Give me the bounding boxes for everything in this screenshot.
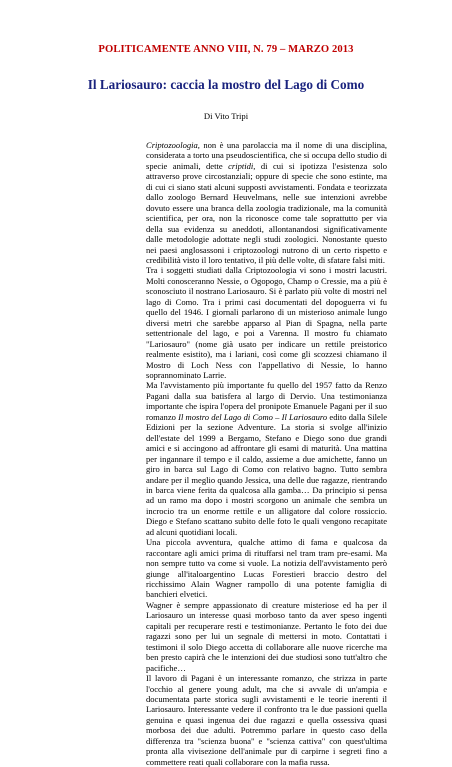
paragraph-1 (146, 140, 387, 265)
paragraph-5: Wagner è sempre appassionato di creature misteriose ed ha per il Lariosauro un interesse quasi morboso tanto da aver speso ingenti capitali per recuperare resti e testimonianze. Pertanto le foto dei due ragazzi sono per lui un segnale di mettersi in moto. Contattati i testimoni il solo Diego accetta di collaborare alle nuove ricerche ma ben presto capirà che le intenzioni dei due studiosi sono tutt'altro che pacifiche… (146, 599, 387, 673)
paragraph-4: Una piccola avventura, qualche attimo di fama e qualcosa da raccontare agli amici prima di rituffarsi nel tram tram pre-esami. Ma non sempre tutto va come si vuole. La notizia dell'avvistamento però giunge all'italoargentino Lucas Forestieri braccio destro del ricchissimo Alain Wagner rampollo di una potente famiglia di banchieri elvetici. (146, 537, 387, 600)
paragraph-1-term: criptidi (228, 160, 254, 171)
journal-header: POLITICAMENTE ANNO VIII, N. 79 – MARZO 2013 (98, 44, 354, 55)
paragraph-6: Il lavoro di Pagani è un interessante romanzo, che strizza in parte l'occhio al genere young adult, ma che si avvale di un'ampia e documentata parte storica sugli avvistamenti e le teorie inerenti il Lariosauro. Interessante vedere il confronto tra le due passioni quella genuina e quasi ingenua dei due ragazzi e quella ossessiva quasi morbosa dei due adulti. Potremmo parlare in questo caso della differenza tra "scienza buona" e "scienza cattiva" con quest'ultima pronta alla vivisezione dell'animale pur di carpirne i segreti fino a commettere reati quali collaborare con la mafia russa. (146, 673, 387, 767)
paragraph-3-tail: edito dalla Silele Edizioni per la sezione Adventure. La storia si svolge all'inizio dell'estate del 1999 a Bergamo, Stefano e Diego sono due grandi amici e si accingono ad affrontare gli esami di maturità. Una mattina per ingannare il tempo e il caldo, assieme a due amichette, fanno un giro in barca sul Lago di Como con relativo bagno. Tutto sembra andare per il meglio quando Jessica, una delle due ragazze, rientrando in barca viene ferita da qualcosa alla gamba… Da principio si pensa ad un ramo ma dopo i mostri scorgono un animale che sembra un incrocio tra un enorme rettile e un alligatore dal colore rossiccio. Diego e Stefano scattano subito delle foto le quali vengono recapitate ad alcuni quotidiani locali. (146, 411, 387, 537)
paragraph-2: Tra i soggetti studiati dalla Criptozoologia vi sono i mostri lacustri. Molti conosceranno Nessie, o Ogopogo, Champ o Cressie, ma a più è sconosciuto il nostrano Lariosauro. Si è parlato più volte di mostri nel lago di Como. Tra i primi casi documentati del dopoguerra vi fu quello del 1946. I giornali parlarono di un misterioso animale lungo diversi metri che sarebbe apparso al Pian di Spagna, nella parte settentrionale del lago, e poi a Varenna. Il mostro fu chiamato "Lariosauro" (nome già usato per indicare un rettile preistorico realmente esistito), ma i lariani, così come gli scozzesi chiamano il Mostro di Loch Ness con l'appellativo di Nessie, lo hanno soprannominato Larrie. (146, 265, 387, 380)
paragraph-1-lead: Criptozoologia (146, 140, 198, 150)
book-title: Il mostro del Lago di Como – Il Lariosauro (178, 411, 328, 422)
article-title: Il Lariosauro: caccia la mostro del Lago di Como (87, 77, 365, 92)
article-body (146, 140, 387, 767)
paragraph-3-text: Ma l'avvistamento più importante fu quello del 1957 fatto da Renzo Pagani dalla sua batisfera al largo di Dervio. Una testimonianza importante che ispira l'opera del pronipote Emanuele Pagani per il suo romanzo (146, 380, 387, 422)
author-byline: Di Vito Tripi (203, 111, 249, 121)
paragraph-1-tail: , di cui si ipotizza l'esistenza solo attraverso prove circostanziali; oppure di specie che sono estinte, ma di cui ci siano stati alcuni supposti avvistamenti. Fondata e teorizzata dallo zoologo Bernard Heuvelmans, nelle sue intenzioni avrebbe dovuto essere una branca della zoologia tradizionale, ma la comunità scientifica, per ora, non la riconosce come tale soprattutto per via della sua evidenza su aneddoti, allontanandosi significativamente dalle metodologie adottate negli studi zoologici. Nonostante questo nei paesi anglosassoni i criptozoologi nutrono di un certo rispetto e credibilità visto il loro tentativo, il più delle volte, di sfatare falsi miti. (146, 160, 387, 265)
paragraph-1-text: , non è una parolaccia ma il nome di una disciplina, considerata a torto una pseudoscientifica, che si occupa dello studio di specie animali, dette (146, 140, 387, 171)
paragraph-3 (146, 380, 387, 537)
